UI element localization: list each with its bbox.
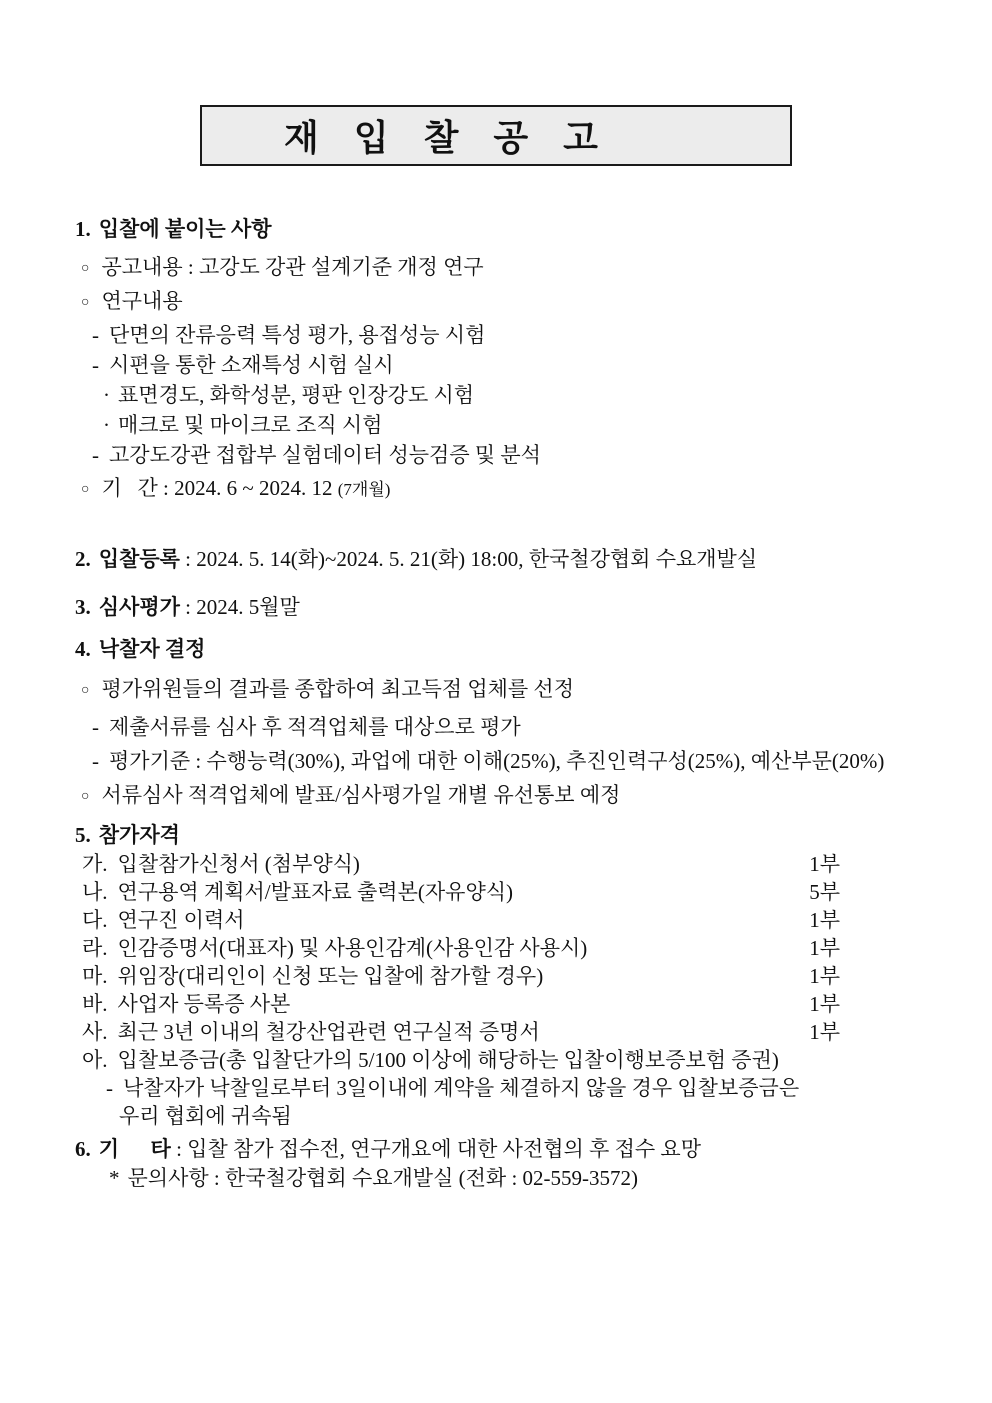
section-1-item-period [75, 473, 922, 507]
research-subitem-2a [75, 380, 922, 410]
selection-subitem-1 [75, 710, 922, 744]
research-subitem-1 [75, 320, 922, 350]
requirement-row [75, 850, 922, 878]
period-duration-text: (7개월) [337, 480, 391, 499]
evaluation-date-text: : 2024. 5월말 [179, 595, 300, 619]
section-1-title: 입찰에 붙이는 사항 [98, 217, 272, 241]
document-body [0, 166, 992, 1192]
deposit-note-line-1 [75, 1074, 922, 1102]
research-subitem-2b-text: 매크로 및 마이크로 조직 시험 [118, 413, 383, 437]
dot-bullet-icon: · [103, 383, 110, 407]
asterisk-icon: * [109, 1166, 120, 1190]
section-2-title: 입찰등록 [98, 547, 180, 571]
deposit-note-text-2: 우리 협회에 귀속됨 [119, 1104, 292, 1128]
selection-item-1 [75, 672, 922, 710]
section-4-number: 4. [75, 637, 91, 661]
requirement-text: 입찰보증금(총 입찰단가의 5/100 이상에 해당하는 입찰이행보증보험 증권) [117, 1048, 779, 1072]
section-6-etc [75, 1134, 922, 1164]
requirement-count: 1부 [809, 852, 840, 876]
evaluation-criteria-text: 평가기준 : 수행능력(30%), 과업에 대한 이해(25%), 추진인력구성(25%), 예산부문(20%) [109, 749, 885, 773]
document-title: 재 입 찰 공 고 [284, 118, 598, 158]
section-1-heading [75, 214, 922, 244]
requirement-text: 사업자 등록증 사본 [117, 992, 291, 1016]
requirement-row [75, 1046, 922, 1074]
research-subitem-3 [75, 440, 922, 470]
circle-bullet-icon: ○ [81, 789, 90, 804]
section-3-title: 심사평가 [98, 595, 180, 619]
requirement-count: 1부 [809, 1020, 840, 1044]
selection-subitem-2 [75, 744, 922, 778]
section-4-heading [75, 634, 922, 664]
selection-subitem-1-text: 제출서류를 심사 후 적격업체를 대상으로 평가 [109, 715, 521, 739]
circle-bullet-icon: ○ [81, 295, 90, 310]
dash-bullet-icon: - [106, 1076, 113, 1100]
selection-item-2 [75, 778, 922, 816]
title-box [200, 105, 792, 166]
research-subitem-2 [75, 350, 922, 380]
requirement-count: 5부 [809, 880, 840, 904]
section-6-title: 기 타 [98, 1137, 171, 1161]
dash-bullet-icon: - [92, 353, 99, 377]
requirement-row [75, 1018, 922, 1046]
requirement-text: 입찰참가신청서 (첨부양식) [117, 852, 360, 876]
circle-bullet-icon: ○ [81, 683, 90, 698]
requirement-row [75, 906, 922, 934]
deposit-note-text-1: 낙찰자가 낙찰일로부터 3일이내에 계약을 체결하지 않을 경우 입찰보증금은 [123, 1076, 800, 1100]
dash-bullet-icon: - [92, 323, 99, 347]
section-1-item-notice [75, 252, 922, 286]
research-subitem-2-text: 시편을 통한 소재특성 시험 실시 [109, 353, 394, 377]
research-subitem-2a-text: 표면경도, 화학성분, 평판 인장강도 시험 [118, 383, 475, 407]
requirement-label: 아. [82, 1048, 108, 1072]
section-5-number: 5. [75, 823, 91, 847]
notice-content-text: 공고내용 : 고강도 강관 설계기준 개정 연구 [101, 255, 484, 279]
circle-bullet-icon: ○ [81, 482, 90, 497]
requirement-count: 1부 [809, 936, 840, 960]
section-3-evaluation [75, 592, 922, 622]
requirement-row [75, 962, 922, 990]
requirement-label: 사. [82, 1020, 108, 1044]
requirement-label: 라. [82, 936, 108, 960]
requirement-label: 가. [82, 852, 108, 876]
research-subitem-3-text: 고강도강관 접합부 실험데이터 성능검증 및 분석 [109, 443, 541, 467]
circle-bullet-icon: ○ [81, 261, 90, 276]
section-6-number: 6. [75, 1137, 91, 1161]
requirement-label: 다. [82, 908, 108, 932]
requirement-text: 위임장(대리인이 신청 또는 입찰에 참가할 경우) [117, 964, 544, 988]
section-2-registration [75, 544, 922, 574]
research-content-label: 연구내용 [101, 289, 183, 313]
requirement-text: 인감증명서(대표자) 및 사용인감계(사용인감 사용시) [117, 936, 588, 960]
requirement-count: 1부 [809, 964, 840, 988]
dash-bullet-icon: - [92, 749, 99, 773]
section-5-title: 참가자격 [98, 823, 180, 847]
dash-bullet-icon: - [92, 443, 99, 467]
section-1-number: 1. [75, 217, 91, 241]
section-3-number: 3. [75, 595, 91, 619]
requirement-count: 1부 [809, 908, 840, 932]
section-5-heading [75, 820, 922, 850]
requirement-label: 나. [82, 880, 108, 904]
requirement-text: 연구용역 계획서/발표자료 출력본(자유양식) [117, 880, 514, 904]
requirement-label: 마. [82, 964, 108, 988]
contact-text: 문의사항 : 한국철강협회 수요개발실 (전화 : 02-559-3572) [127, 1166, 639, 1190]
registration-schedule-text: : 2024. 5. 14(화)~2024. 5. 21(화) 18:00, 한국철강협회 수요개발실 [179, 547, 758, 571]
requirement-text: 연구진 이력서 [117, 908, 245, 932]
dot-bullet-icon: · [103, 413, 110, 437]
deposit-note-line-2 [75, 1102, 922, 1130]
selection-item-2-text: 서류심사 적격업체에 발표/심사평가일 개별 유선통보 예정 [101, 783, 621, 807]
requirement-text: 최근 3년 이내의 철강산업관련 연구실적 증명서 [117, 1020, 540, 1044]
research-subitem-2b [75, 410, 922, 440]
requirement-row [75, 934, 922, 962]
requirement-label: 바. [82, 992, 108, 1016]
research-subitem-1-text: 단면의 잔류응력 특성 평가, 용접성능 시험 [109, 323, 486, 347]
dash-bullet-icon: - [92, 715, 99, 739]
requirement-row [75, 990, 922, 1018]
section-1-item-research [75, 286, 922, 320]
requirement-row [75, 878, 922, 906]
requirement-count: 1부 [809, 992, 840, 1016]
period-text: 기 간 : 2024. 6 ~ 2024. 12 [101, 476, 338, 500]
contact-line [75, 1164, 922, 1192]
section-4-title: 낙찰자 결정 [98, 637, 206, 661]
selection-item-1-text: 평가위원들의 결과를 종합하여 최고득점 업체를 선정 [101, 677, 575, 701]
section-2-number: 2. [75, 547, 91, 571]
etc-text: : 입찰 참가 접수전, 연구개요에 대한 사전협의 후 접수 요망 [170, 1137, 701, 1161]
